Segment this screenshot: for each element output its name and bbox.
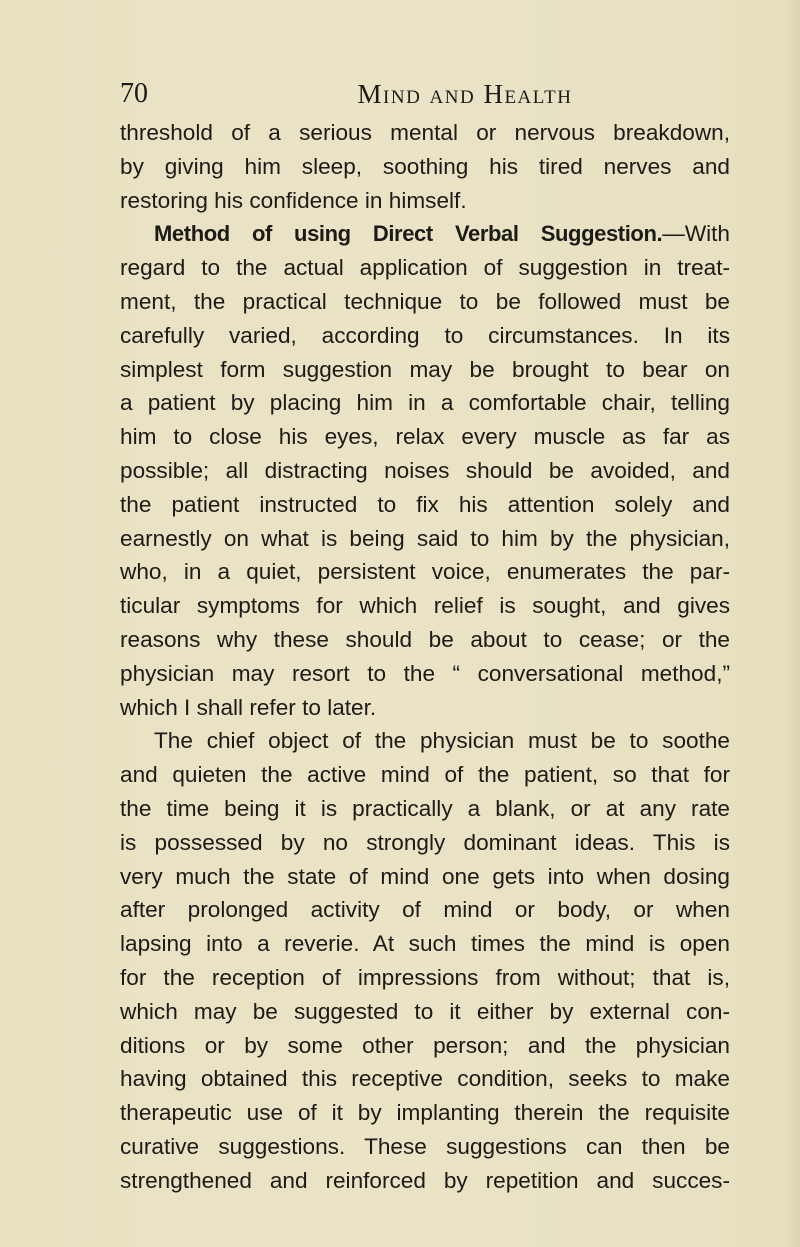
text-line: is possessed by no strongly dominant ideas. This is <box>120 829 730 855</box>
text-line: who, in a quiet, persistent voice, enumerates the par- <box>120 559 730 585</box>
text-line: very much the state of mind one gets into when dosing <box>120 863 730 889</box>
text-line: the patient instructed to fix his attention solely and <box>120 491 730 517</box>
text-line: curative suggestions. These suggestions can then be <box>120 1133 730 1159</box>
page-number: 70 <box>120 78 148 109</box>
text-line: ditions or by some other person; and the physician <box>120 1032 730 1058</box>
text-line: carefully varied, according to circumstances. In its <box>120 322 730 348</box>
text-line <box>120 217 730 251</box>
text-line: strengthened and reinforced by repetition and succes- <box>120 1167 730 1193</box>
heading-continuation: —With <box>662 221 730 247</box>
text-line: possible; all distracting noises should be avoided, and <box>120 457 730 483</box>
text-line: lapsing into a reverie. At such times the mind is open <box>120 931 730 957</box>
page-edge-shadow <box>786 0 800 1247</box>
text-line: threshold of a serious mental or nervous breakdown, <box>120 120 730 145</box>
text-line: a patient by placing him in a comfortable chair, telling <box>120 390 730 416</box>
text-line: reasons why these should be about to cease; or the <box>120 626 730 652</box>
text-line: the time being it is practically a blank, or at any rate <box>120 795 730 821</box>
text-line: after prolonged activity of mind or body, or when <box>120 897 730 923</box>
body-text <box>120 116 730 1198</box>
text-line: restoring his confidence in himself. <box>120 187 467 213</box>
text-line: The chief object of the physician must be to soothe <box>154 728 730 754</box>
text-line: having obtained this receptive condition, seeks to make <box>120 1066 730 1092</box>
text-line: by giving him sleep, soothing his tired nerves and <box>120 153 730 179</box>
text-line: ment, the practical technique to be followed must be <box>120 288 730 314</box>
section-heading: Method of using Direct Verbal Suggestion. <box>154 221 663 247</box>
text-line: therapeutic use of it by implanting therein the requisite <box>120 1100 730 1126</box>
text-line: for the reception of impressions from without; that is, <box>120 964 730 990</box>
text-line: earnestly on what is being said to him by the physician, <box>120 525 730 551</box>
text-line: which may be suggested to it either by external con- <box>120 998 730 1024</box>
text-line: simplest form suggestion may be brought to bear on <box>120 356 730 382</box>
text-line: ticular symptoms for which relief is sought, and gives <box>120 593 730 619</box>
text-line: regard to the actual application of suggestion in treat- <box>120 255 730 281</box>
running-head: Mind and Health <box>357 79 573 109</box>
text-line: physician may resort to the “ conversational method,” <box>120 660 730 686</box>
page-header <box>120 76 730 112</box>
text-line: and quieten the active mind of the patient, so that for <box>120 762 730 788</box>
text-line: him to close his eyes, relax every muscle as far as <box>120 424 730 450</box>
text-line: which I shall refer to later. <box>120 694 377 720</box>
